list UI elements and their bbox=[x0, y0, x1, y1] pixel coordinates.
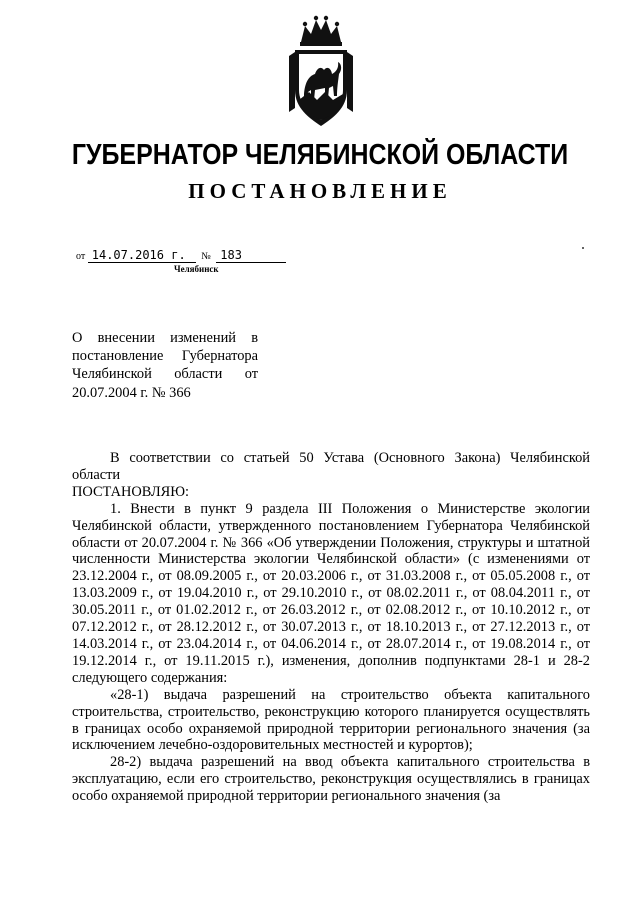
document-subject: О внесении изменений в постановление Губернатора Челябинской области от 20.07.2004 г. № 366 bbox=[72, 330, 258, 401]
resolve-heading: ПОСТАНОВЛЯЮ: bbox=[72, 483, 190, 500]
subitem-28-1-paragraph: «28-1) выдача разрешений на строительство объекта капитального строительства, строительство, реконструкцию которого планируется осуществлять в границах особо охраняемой природной территории регионального значения (за исключением лечебно-оздоровительных местностей и курортов); bbox=[72, 686, 590, 754]
document-number: 183 bbox=[216, 248, 286, 263]
coat-of-arms-emblem bbox=[287, 12, 355, 130]
item-1-paragraph: 1. Внести в пункт 9 раздела III Положения о Министерстве экологии Челябинской области, утвержденного постановлением Губернатора Челябинской области от 20.07.2004 г. № 366 «Об утверждении Положения, структуры и штатной численности Министерства экологии Челябинской области» (с изменениями от 23.12.2004 г., от 08.09.2005 г., от 20.03.2006 г., от 31.03.2008 г., от 05.05.2008 г., от 13.03.2009 г., от 19.04.2010 г., от 29.10.2010 г., от 08.02.2011 г., от 08.04.2011 г., от 30.05.2011 г., от 01.02.2012 г., от 26.03.2012 г., от 02.08.2012 г., от 10.10.2012 г., от 07.12.2012 г., от 28.12.2012 г., от 30.07.2013 г., от 18.10.2013 г., от 27.12.2013 г., от 14.03.2014 г., от 23.04.2014 г., от 04.06.2014 г., от 28.07.2014 г., от 19.08.2014 г., от 19.12.2014 г., от 19.11.2015 г.), изменения, дополнив подпунктами 28-1 и 28-2 следующего содержания: bbox=[72, 500, 590, 686]
issuer-title: ГУБЕРНАТОР ЧЕЛЯБИНСКОЙ ОБЛАСТИ bbox=[71, 139, 569, 171]
city-label: Челябинск bbox=[174, 264, 219, 274]
document-type: ПОСТАНОВЛЕНИЕ bbox=[188, 179, 452, 203]
subitem-28-2-paragraph: 28-2) выдача разрешений на ввод объекта капитального строительства в эксплуатацию, если его строительство, реконструкция осуществлялись в границах особо охраняемой природной территории регионального значения (за bbox=[72, 754, 590, 805]
document-date: 14.07.2016 г. bbox=[88, 248, 196, 263]
preamble-paragraph: В соответствии со статьей 50 Устава (Основного Закона) Челябинской области bbox=[72, 450, 590, 483]
scan-dot bbox=[582, 247, 584, 249]
document-body bbox=[72, 450, 590, 805]
date-prefix-label: от bbox=[76, 251, 86, 262]
number-prefix-label: № bbox=[201, 251, 211, 262]
